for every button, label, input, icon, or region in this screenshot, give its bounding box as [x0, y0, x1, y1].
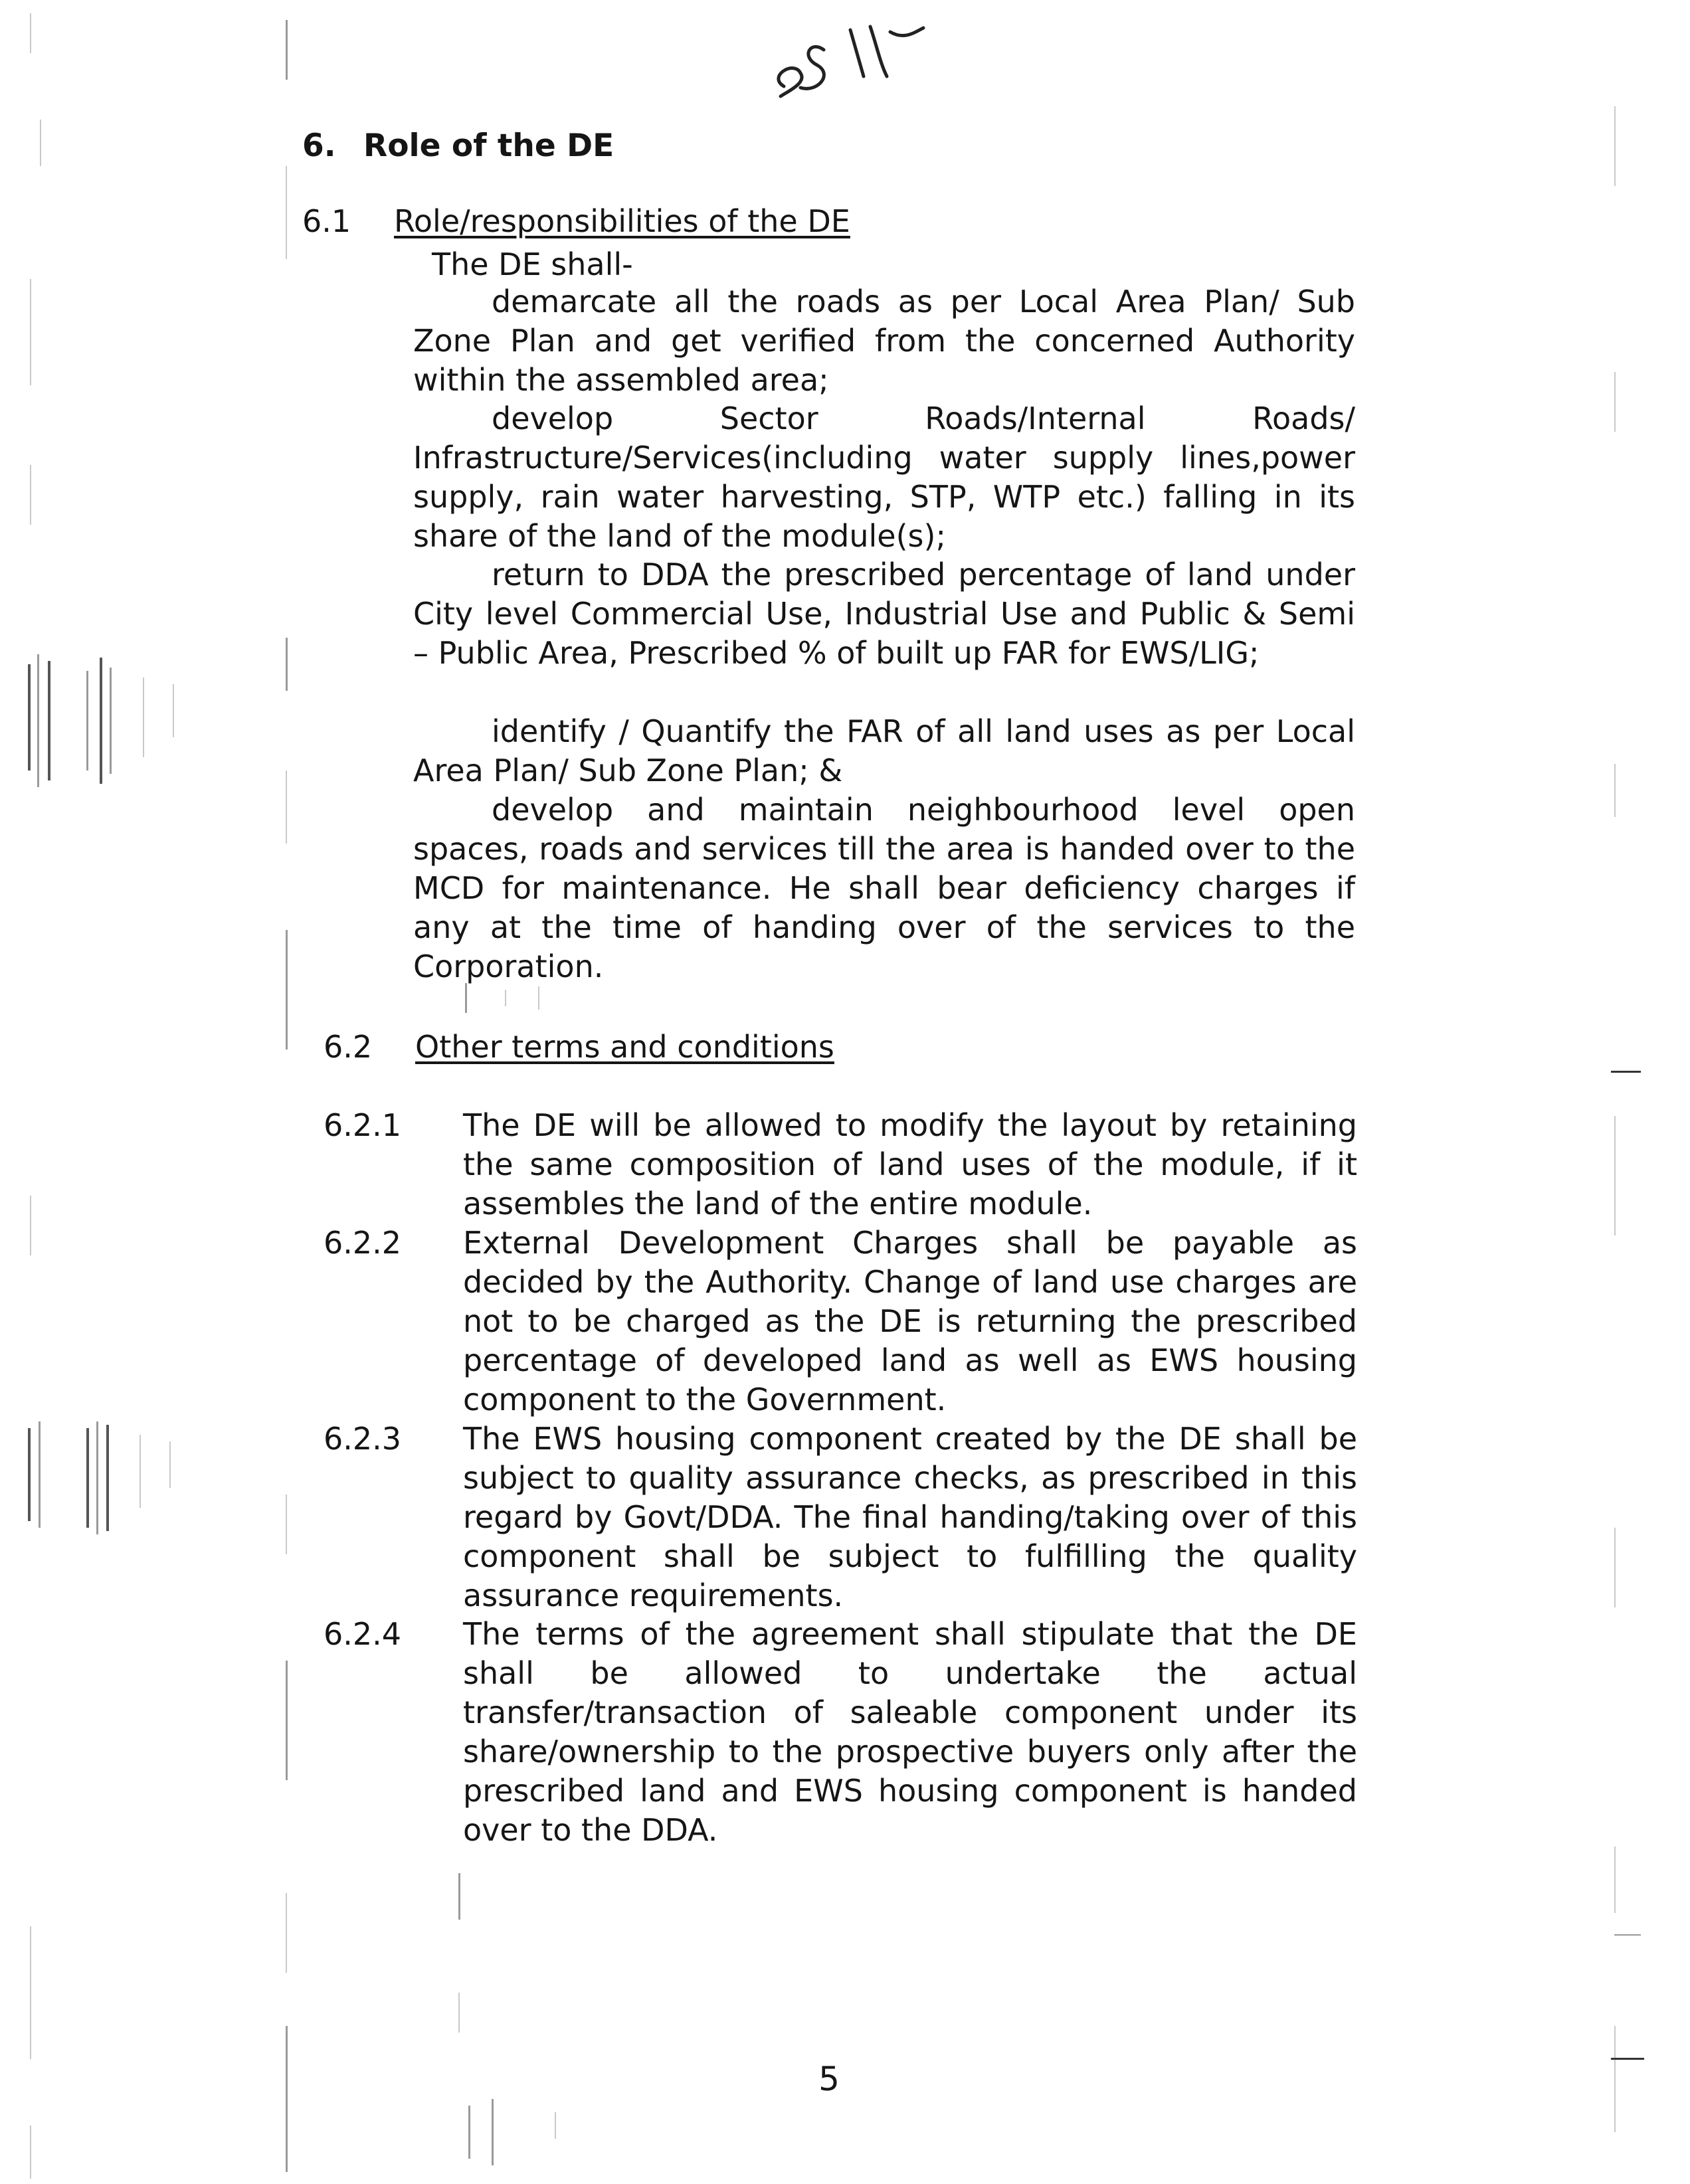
page-number: 5: [818, 2060, 840, 2098]
heading-number: 6.: [302, 128, 336, 164]
subsection-number: 6.1: [302, 203, 351, 239]
term-text: The terms of the agreement shall stipulate that the DE shall be allowed to undertake the actual transfer/transaction of saleable component under its share/ownership to the prospective buyers only after the prescribed land and EWS housing component is handed over to the DDA.: [463, 1616, 1357, 1848]
responsibility-paragraph: demarcate all the roads as per Local Area Plan/ Sub Zone Plan and get verified from the concerned Authority within the assembled area;: [413, 284, 1355, 398]
term-text: The EWS housing component created by the DE shall be subject to quality assurance checks, as prescribed in this regard by Govt/DDA. The final handing/taking over of this component shall be subject to fulfilling the quality assurance requirements.: [463, 1421, 1357, 1613]
section-heading: [302, 128, 614, 165]
subsection-title: Other terms and conditions: [415, 1029, 834, 1065]
term-number: 6.2.2: [324, 1225, 402, 1261]
intro-text: The DE shall-: [432, 246, 633, 282]
handwritten-annotation: [771, 13, 930, 100]
responsibility-paragraph: return to DDA the prescribed percentage of land under City level Commercial Use, Industrial Use and Public & Semi – Public Area, Prescribed % of built up FAR for EWS/LIG;: [413, 557, 1355, 671]
responsibility-paragraph: develop Sector Roads/Internal Roads/ Infrastructure/Services(including water supply lines,power supply, rain water harvesting, STP, WTP etc.) falling in its share of the land of the module(s);: [413, 401, 1355, 554]
term-number: 6.2.1: [324, 1107, 402, 1143]
heading-title: Role of the DE: [363, 128, 614, 164]
responsibility-paragraph: develop and maintain neighbourhood level open spaces, roads and services till the area is handed over to the MCD for maintenance. He shall bear deficiency charges if any at the time of handing over of the services to the Corporation.: [413, 792, 1355, 984]
subsection-title: Role/responsibilities of the DE: [394, 203, 850, 239]
subsection-number: 6.2: [324, 1029, 373, 1065]
responsibility-paragraph: identify / Quantify the FAR of all land uses as per Local Area Plan/ Sub Zone Plan; &: [413, 713, 1355, 788]
term-number: 6.2.3: [324, 1421, 402, 1457]
term-text: The DE will be allowed to modify the layout by retaining the same composition of land uses of the module, if it assembles the land of the entire module.: [463, 1107, 1357, 1222]
term-text: External Development Charges shall be payable as decided by the Authority. Change of land use charges are not to be charged as the DE is returning the prescribed percentage of developed land as well as EWS housing component to the Government.: [463, 1225, 1357, 1417]
term-number: 6.2.4: [324, 1616, 402, 1652]
